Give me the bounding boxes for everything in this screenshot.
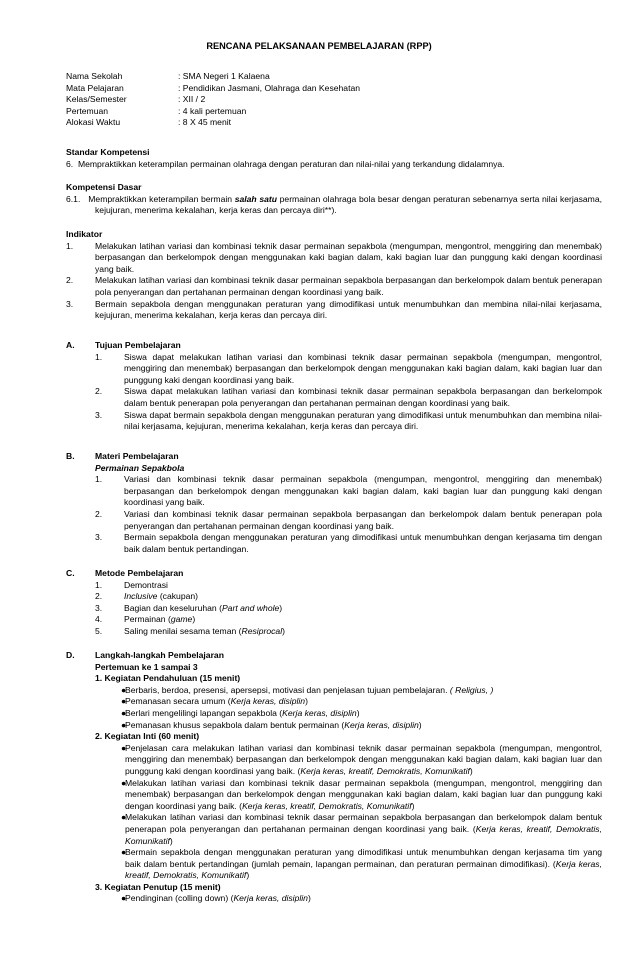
item-number: 1. — [66, 240, 74, 251]
bullet-item — [66, 812, 602, 847]
metode-item — [66, 614, 602, 626]
bullet-icon: ● — [121, 893, 127, 904]
section-heading: Kompetensi Dasar — [66, 182, 142, 192]
item-values: Kerja keras, disiplin — [344, 719, 419, 730]
item-values: Kerja keras, disiplin — [282, 707, 357, 718]
item-text-end: ) — [279, 602, 283, 613]
identity-row — [66, 117, 360, 129]
item-text-end: ) — [192, 614, 196, 625]
section-letter: D. — [66, 650, 75, 660]
identity-label: Mata Pelajaran — [66, 82, 124, 93]
section-heading — [66, 568, 602, 580]
kompetensi-dasar-section — [66, 182, 602, 217]
identity-value: : SMA Negeri 1 Kalaena — [178, 71, 270, 81]
bullet-item — [66, 708, 602, 720]
kd-text — [66, 194, 602, 217]
item-values: Kerja keras, disiplin — [230, 696, 306, 707]
metode-item — [66, 603, 602, 615]
item-text: Pendinginan (colling down) ( — [125, 893, 234, 904]
tujuan-item — [66, 386, 602, 409]
bullet-item — [66, 696, 602, 708]
section-letter: A. — [66, 340, 75, 350]
identity-label: Alokasi Waktu — [66, 117, 121, 128]
item-text: (cakupan) — [157, 591, 199, 602]
item-number: 3. — [95, 602, 103, 613]
item-number: 3. — [95, 532, 103, 543]
tujuan-item — [66, 410, 602, 433]
item-values: Kerja keras, disiplin — [233, 893, 308, 904]
section-title: Langkah-langkah Pembelajaran — [95, 650, 224, 660]
materi-item — [66, 474, 602, 509]
item-text: Variasi dan kombinasi teknik dasar permainan sepakbola berpasangan dan berkelompok dalam bentuk penerapan pola penyerangan dan pertahanan permainan dengan koordinasi yang baik. — [124, 508, 602, 531]
langkah-section — [66, 650, 602, 905]
item-number: 2. — [95, 591, 103, 602]
item-term: Inclusive — [124, 591, 158, 602]
materi-section — [66, 451, 602, 555]
materi-item — [66, 532, 602, 555]
item-close: ) — [356, 707, 360, 718]
item-close: ) — [418, 719, 422, 730]
item-text: Berlari mengelilingi lapangan sepakbola ( — [125, 707, 283, 718]
identity-value: : Pendidikan Jasmani, Olahraga dan Kesehatan — [178, 82, 361, 93]
section-title: Tujuan Pembelajaran — [95, 340, 181, 350]
bullet-item — [66, 743, 602, 778]
item-number: 1. — [95, 351, 103, 362]
item-number: 4. — [95, 614, 103, 625]
sk-text — [66, 159, 602, 171]
identity-row — [66, 71, 360, 83]
bullet-icon: ● — [121, 707, 127, 718]
bullet-item — [66, 778, 602, 813]
bullet-icon: ● — [121, 847, 127, 858]
sk-body: Mempraktikkan keterampilan permainan olahraga dengan peraturan dan nilai-nilai yang terkandung didalamnya. — [77, 158, 505, 169]
pendahuluan-heading: 1. Kegiatan Pendahuluan (15 menit) — [95, 673, 241, 684]
identity-label: Kelas/Semester — [66, 94, 127, 105]
item-values: ( Religius, ) — [449, 684, 494, 695]
item-term: Part and whole — [221, 602, 280, 613]
item-text: Pemanasan secara umum ( — [125, 696, 231, 707]
section-letter: C. — [66, 568, 75, 578]
item-close: ) — [411, 800, 415, 811]
item-text: Berbaris, berdoa, presensi, apersepsi, motivasi dan penjelasan tujuan pembelajaran. — [125, 684, 450, 695]
item-text: Siswa dapat melakukan latihan variasi dan kombinasi teknik dasar permainan sepakbola berpasangan dan berkelompok dalam bentuk penerapan pola penyerangan dan pertahanan permainan dengan koordinasi yang baik. — [124, 386, 602, 408]
item-text: Penjelasan cara melakukan latihan variasi dan kombinasi teknik dasar permainan sepakbola (mengumpan, mengontrol, menggiring dan menembak) berpasangan dan berkelompok dengan menggunakan kaki bagian dalam, kaki bagian luar dan punggung kaki dengan koordinasi yang baik. ( — [125, 742, 602, 776]
item-number: 1. — [95, 579, 103, 590]
indikator-item — [66, 241, 602, 276]
item-text: Melakukan latihan variasi dan kombinasi teknik dasar permainan sepakbola berpasangan dan berkelompok dalam bentuk penerapan pola penyerangan dan pertahanan permainan dengan koordinasi yang baik. ( — [125, 812, 602, 834]
item-text-end: ) — [282, 625, 285, 636]
item-term: Resiprocal — [241, 625, 283, 636]
section-letter: B. — [66, 451, 75, 461]
identity-row — [66, 83, 360, 95]
kd-pre: Mempraktikkan keterampilan bermain — [88, 193, 233, 204]
section-heading: Standar Kompetensi — [66, 147, 150, 157]
item-close: ) — [469, 765, 473, 776]
materi-subheading: Permainan Sepakbola — [95, 462, 185, 473]
item-text: Bagian dan keseluruhan ( — [124, 602, 222, 613]
bullet-item — [66, 720, 602, 732]
section-heading — [66, 650, 602, 662]
item-text: Melakukan latihan variasi dan kombinasi teknik dasar permainan sepakbola (mengumpan, mengontrol, menggiring dan menembak) berpasangan dan berkelompok dengan menggunakan kaki bagian dalam, kaki bagian luar dan punggung kaki dengan koordinasi yang baik. ( — [125, 777, 602, 811]
indikator-section — [66, 229, 602, 322]
item-values: Kerja keras, kreatif, Demokratis, Komunikatif — [125, 858, 602, 881]
bullet-icon: ● — [121, 719, 127, 730]
metode-item — [66, 580, 602, 592]
item-close: ) — [169, 835, 173, 846]
standar-kompetensi-section — [66, 147, 602, 170]
item-number: 1. — [95, 474, 103, 485]
item-number: 2. — [66, 275, 74, 286]
section-title: Materi Pembelajaran — [95, 451, 179, 461]
item-term: game — [170, 614, 193, 625]
metode-item — [66, 626, 602, 638]
section-heading — [66, 340, 602, 352]
item-text: Melakukan latihan variasi dan kombinasi teknik dasar permainan sepakbola berpasangan dan berkelompok dalam bentuk penerapan pola penyerangan dan pertahanan permainan dengan koordinasi yang baik. — [95, 275, 602, 297]
identity-value: : XII / 2 — [178, 94, 206, 105]
identity-label: Nama Sekolah — [66, 71, 123, 81]
item-text: Saling menilai sesama teman ( — [124, 625, 242, 636]
item-number: 3. — [66, 298, 74, 309]
section-heading — [66, 451, 602, 463]
kd-post: permainan olahraga bola besar dengan peraturan sebenarnya serta nilai kerjasama, kejujuran, menerima kekalahan, kerja keras dan percaya diri**). — [95, 193, 602, 216]
item-text: Bermain sepakbola dengan menggunakan peraturan yang dimodifikasi untuk menumbuhkan dengan kerjasama tim dengan baik dalam bentuk pertandingan. — [124, 532, 602, 554]
item-values: Kerja keras, kreatif, Demokratis, Komunikatif — [125, 823, 602, 846]
item-text: Siswa dapat bermain sepakbola dengan menggunakan peraturan yang dimodifikasi untuk menumbuhkan dan membina nilai-nilai kerjasama, kejujuran, menerima kekalahan, kerja keras dan percaya diri. — [124, 409, 602, 432]
item-text: Melakukan latihan variasi dan kombinasi teknik dasar permainan sepakbola (mengumpan, mengontrol, menggiring dan menembak) berpasangan dan berkelompok dengan menggunakan kaki bagian dalam, kaki bagian luar dan punggung kaki dengan koordinasi yang baik. — [95, 240, 602, 274]
item-close: ) — [305, 696, 308, 707]
tujuan-section — [66, 340, 602, 433]
item-text: Pemanasan khusus sepakbola dalam bentuk permainan ( — [125, 719, 345, 730]
identity-value: : 4 kali pertemuan — [178, 105, 247, 116]
section-heading: Indikator — [66, 229, 103, 239]
identity-row — [66, 106, 360, 118]
materi-item — [66, 509, 602, 532]
bullet-icon: ● — [121, 742, 127, 753]
item-number: 2. — [95, 508, 103, 519]
item-text: Permainan ( — [124, 614, 171, 625]
bullet-icon: ● — [121, 812, 127, 823]
item-close: ) — [307, 893, 311, 904]
identity-row — [66, 94, 360, 106]
item-number: 5. — [95, 625, 103, 636]
item-close: ) — [246, 870, 250, 881]
item-values: Kerja keras, kreatif, Demokratis, Komunikatif — [242, 800, 412, 811]
sk-number: 6. — [66, 158, 74, 169]
bullet-item — [66, 847, 602, 882]
kd-number: 6.1. — [66, 193, 81, 204]
bullet-item — [66, 893, 602, 905]
item-number: 3. — [95, 409, 103, 420]
bullet-item — [66, 685, 602, 697]
metode-section — [66, 568, 602, 638]
kd-emphasis: salah satu — [234, 193, 277, 204]
meeting-label: Pertemuan ke 1 sampai 3 — [95, 661, 198, 672]
identity-value: : 8 X 45 menit — [178, 117, 232, 128]
item-text: Bermain sepakbola dengan menggunakan peraturan yang dimodifikasi untuk menumbuhkan dan membina nilai-nilai kerjasama, kejujuran, menerima kekalahan, kerja keras dan percaya diri. — [95, 298, 602, 321]
item-text: Variasi dan kombinasi teknik dasar permainan sepakbola (mengumpan, mengontrol, menggiring dan menembak) berpasangan dan berkelompok dengan menggunakan kaki bagian dalam, kaki bagian luar dan punggung kaki dengan koordinasi yang baik. — [124, 474, 602, 508]
inti-heading: 2. Kegiatan Inti (60 menit) — [95, 731, 200, 742]
bullet-icon: ● — [121, 696, 127, 707]
identity-label: Pertemuan — [66, 105, 109, 116]
item-text: Bermain sepakbola dengan menggunakan peraturan yang dimodifikasi untuk menumbuhkan dengan kerjasama tim yang baik dalam bentuk pertandingan (jumlah pemain, lapangan permainan, dan peraturan permainan dimodifikasi). ( — [125, 847, 602, 869]
document-title: RENCANA PELAKSANAAN PEMBELAJARAN (RPP) — [206, 41, 432, 51]
indikator-item — [66, 275, 602, 298]
identity-table — [66, 71, 360, 129]
bullet-icon: ● — [121, 777, 127, 788]
item-text: Siswa dapat melakukan latihan variasi dan kombinasi teknik dasar permainan sepakbola (mengumpan, mengontrol, menggiring dan menembak) berpasangan dan berkelompok dengan menggunakan kaki bagian dalam, kaki bagian luar dan punggung kaki dengan koordinasi yang baik. — [124, 351, 602, 385]
indikator-item — [66, 299, 602, 322]
item-text: Demontrasi — [124, 579, 168, 590]
item-values: Kerja keras, kreatif, Demokratis, Komunikatif — [300, 765, 470, 776]
tujuan-item — [66, 352, 602, 387]
penutup-heading: 3. Kegiatan Penutup (15 menit) — [95, 881, 221, 892]
metode-item — [66, 591, 602, 603]
section-title: Metode Pembelajaran — [95, 568, 184, 578]
item-number: 2. — [95, 386, 103, 397]
bullet-icon: ● — [121, 684, 127, 695]
